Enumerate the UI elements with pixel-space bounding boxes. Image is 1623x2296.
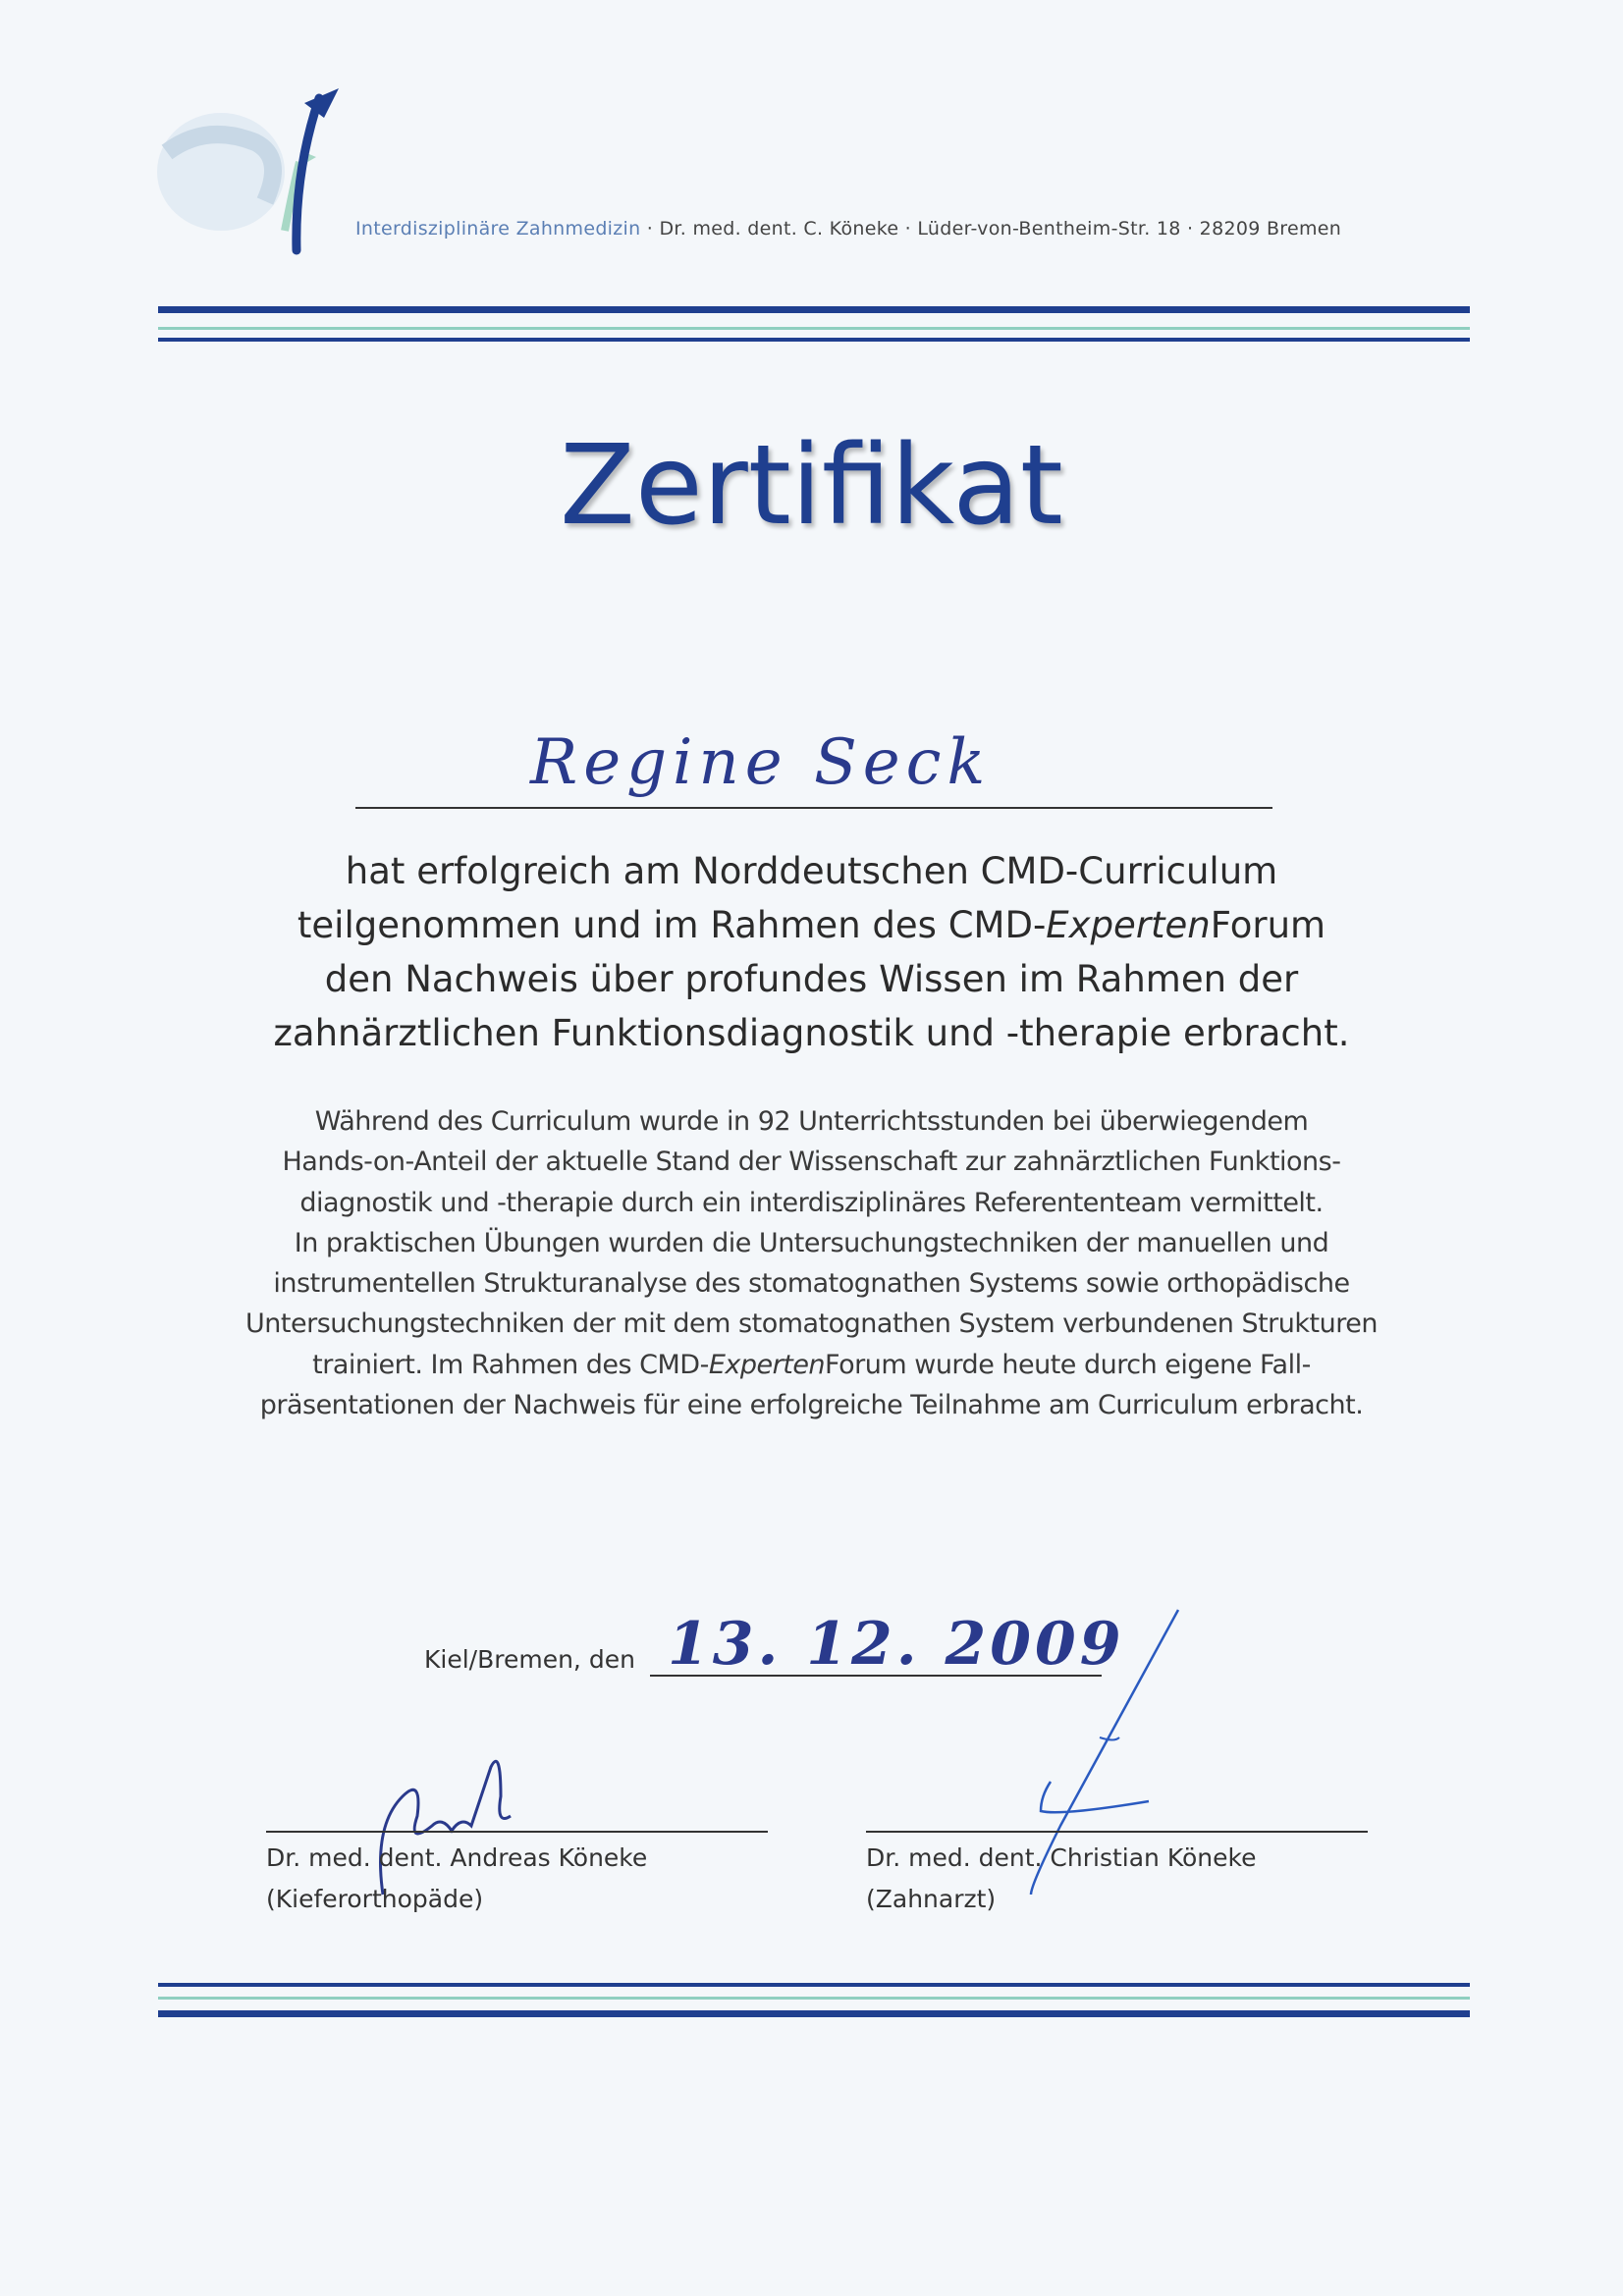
body-line: präsentationen der Nachweis für eine erfolgreiche Teilnahme am Curriculum erbracht.	[259, 1390, 1364, 1421]
body-text: trainiert. Im Rahmen des CMD-	[312, 1349, 709, 1380]
bottom-rule-teal	[158, 1997, 1470, 2000]
lead-text: Forum	[1210, 904, 1326, 946]
lead-line: den Nachweis über profundes Wissen im Rahmen der	[324, 958, 1299, 1000]
body-line	[0, 1345, 1623, 1385]
lead-text: teilgenommen und im Rahmen des CMD-	[297, 904, 1047, 946]
signatory-left	[266, 1838, 647, 1920]
date-handwritten: 13. 12. 2009	[668, 1610, 1125, 1679]
lead-italic: Experten	[1046, 904, 1211, 946]
body-italic: Experten	[708, 1349, 826, 1380]
top-rule-teal	[158, 327, 1470, 330]
body-line: Untersuchungstechniken der mit dem stomatognathen System verbundenen Strukturen	[245, 1308, 1378, 1340]
letterhead-address	[355, 218, 1341, 240]
bottom-rule-navy-2	[158, 2010, 1470, 2017]
top-rule-navy	[158, 306, 1470, 313]
body-line: Während des Curriculum wurde in 92 Unterrichtsstunden bei überwiegendem	[314, 1106, 1309, 1137]
body-text: Forum wurde heute durch eigene Fall-	[825, 1349, 1311, 1380]
signatory-name: Dr. med. dent. Andreas Köneke	[266, 1843, 648, 1872]
bottom-rule-navy	[158, 1983, 1470, 1987]
signatory-name: Dr. med. dent. Christian Köneke	[866, 1843, 1257, 1872]
lead-line: zahnärztlichen Funktionsdiagnostik und -therapie erbracht.	[273, 1012, 1350, 1054]
body-line: Hands-on-Anteil der aktuelle Stand der Wissenschaft zur zahnärztlichen Funktions-	[282, 1147, 1341, 1178]
certificate-title: Zertifikat	[560, 422, 1063, 550]
signature-line-right	[866, 1831, 1368, 1833]
body-line: diagnostik und -therapie durch ein interdisziplinäres Referententeam vermittelt.	[299, 1187, 1324, 1218]
letterhead-practice: Interdisziplinäre Zahnmedizin	[355, 218, 641, 240]
lead-line	[0, 898, 1623, 952]
signatory-right	[866, 1838, 1256, 1920]
signatory-role: (Zahnarzt)	[866, 1885, 997, 1913]
lead-line: hat erfolgreich am Norddeutschen CMD-Curriculum	[345, 850, 1278, 892]
letterhead-address-text: · Dr. med. dent. C. Köneke · Lüder-von-Bentheim-Str. 18 · 28209 Bremen	[646, 218, 1342, 240]
signatory-role: (Kieferorthopäde)	[266, 1885, 484, 1913]
place-date-label: Kiel/Bremen, den	[424, 1645, 635, 1674]
recipient-line	[355, 807, 1272, 809]
recipient-signature: Regine Seck	[530, 726, 992, 799]
body-line: In praktischen Übungen wurden die Untersuchungstechniken der manuellen und	[294, 1227, 1329, 1258]
top-rule-navy-2	[158, 338, 1470, 342]
body-line: instrumentellen Strukturanalyse des stomatognathen Systems sowie orthopädische	[273, 1268, 1350, 1300]
lead-paragraph	[0, 844, 1623, 1060]
signature-line-left	[266, 1831, 768, 1833]
body-paragraph	[0, 1101, 1623, 1425]
